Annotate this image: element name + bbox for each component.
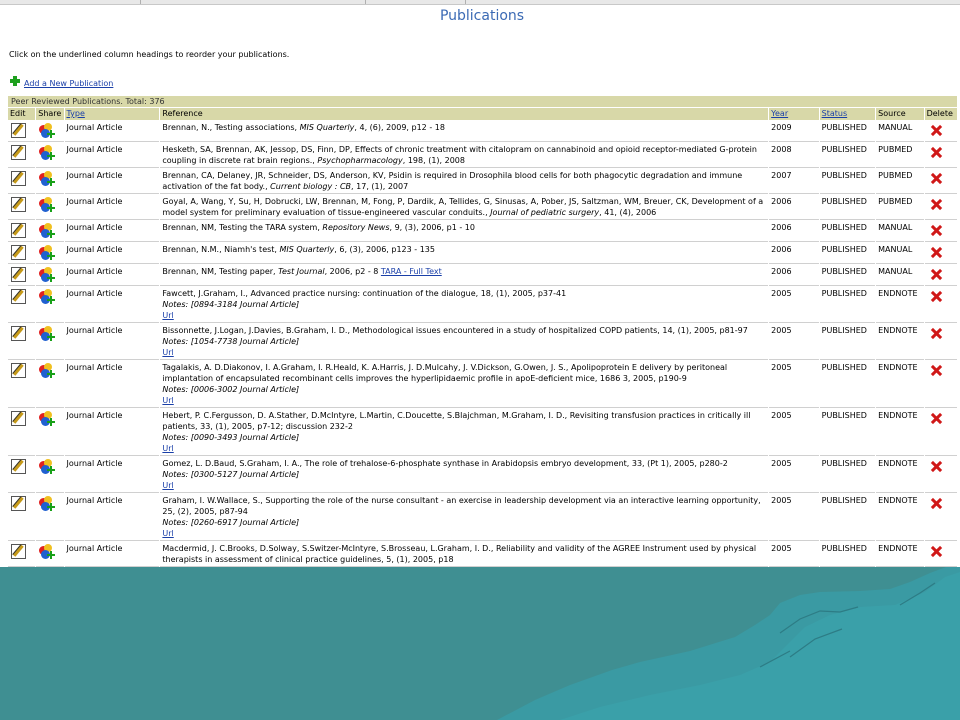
year-cell: 2006 [769,195,818,220]
reference-journal: Journal of pediatric surgery [490,208,600,217]
share-icon[interactable] [39,289,54,304]
share-icon[interactable] [39,267,54,282]
col-header-share: Share [36,108,63,120]
pencil-edit-icon[interactable] [11,459,26,474]
reference-details: , 41, (4), 2006 [599,208,657,217]
share-cell [36,494,63,541]
source-cell: ENDNOTE [876,361,923,408]
edit-cell [8,324,35,360]
type-cell: Journal Article [65,221,160,242]
reference-cell [160,121,768,142]
edit-cell [8,121,35,142]
table-row [8,287,957,323]
sort-year-link[interactable]: Year [771,109,789,118]
edit-cell [8,265,35,286]
delete-cell [925,287,957,323]
year-cell: 2009 [769,121,818,142]
year-cell: 2005 [769,457,818,493]
status-cell: PUBLISHED [820,169,876,194]
reference-authors: Macdermid, J. C.Brooks, D.Solway, S.Switzer-McIntyre, S.Brosseau, L.Graham, I. D., Reliability and validity of the AGREE Instrument used by physical therapists in assessment of clinical practice guidelines, 5, (1), 2005, p18 [162,544,757,564]
reference-url-link[interactable]: Url [162,311,174,320]
edit-cell [8,169,35,194]
reference-details: , 198, (1), 2008 [402,156,465,165]
reference-cell [160,221,768,242]
share-icon[interactable] [39,171,54,186]
share-cell [36,457,63,493]
pencil-edit-icon[interactable] [11,289,26,304]
edit-cell [8,221,35,242]
table-row [8,457,957,493]
reference-authors: Brennan, NM, Testing the TARA system, [162,223,323,232]
page-title: Publications [439,8,525,24]
red-x-delete-icon[interactable] [931,147,942,158]
col-header-type[interactable] [65,108,160,120]
table-row [8,143,957,168]
table-row [8,542,957,567]
sort-type-link[interactable]: Type [66,109,85,118]
plus-icon [10,76,20,86]
delete-cell [925,542,957,567]
delete-cell [925,195,957,220]
pencil-edit-icon[interactable] [11,245,26,260]
source-cell: ENDNOTE [876,494,923,541]
type-cell: Journal Article [65,265,160,286]
red-x-delete-icon[interactable] [931,291,942,302]
edit-cell [8,409,35,456]
red-x-delete-icon[interactable] [931,125,942,136]
share-cell [36,143,63,168]
red-x-delete-icon[interactable] [931,546,942,557]
share-cell [36,542,63,567]
share-cell [36,243,63,264]
year-cell: 2005 [769,542,818,567]
red-x-delete-icon[interactable] [931,328,942,339]
reference-notes: Notes: [0260-6917 Journal Article] [162,518,300,527]
table-row [8,121,957,142]
share-icon[interactable] [39,326,54,341]
reference-url-link[interactable]: Url [162,396,174,405]
share-cell [36,287,63,323]
col-header-reference: Reference [160,108,768,120]
share-cell [36,324,63,360]
share-icon[interactable] [39,245,54,260]
share-icon[interactable] [39,145,54,160]
reference-url-link[interactable]: Url [162,529,174,538]
table-row [8,243,957,264]
reference-url-link[interactable]: Url [162,444,174,453]
reference-cell [160,361,768,408]
red-x-delete-icon[interactable] [931,365,942,376]
reference-details: , 2006, p2 - 8 [324,267,381,276]
status-cell: PUBLISHED [820,121,876,142]
share-icon[interactable] [39,123,54,138]
reference-details: , 17, (1), 2007 [351,182,409,191]
year-cell: 2006 [769,221,818,242]
year-cell: 2008 [769,143,818,168]
year-cell: 2006 [769,265,818,286]
edit-cell [8,457,35,493]
share-icon[interactable] [39,223,54,238]
status-cell: PUBLISHED [820,265,876,286]
table-row [8,361,957,408]
reference-cell [160,169,768,194]
reference-authors: Brennan, N., Testing associations, [162,123,300,132]
edit-cell [8,361,35,408]
table-row [8,221,957,242]
table-row [8,265,957,286]
share-icon[interactable] [39,197,54,212]
share-icon[interactable] [39,496,54,511]
table-row [8,324,957,360]
status-cell: PUBLISHED [820,494,876,541]
delete-cell [925,361,957,408]
delete-cell [925,221,957,242]
summary-row [8,96,957,107]
reference-url-link[interactable]: Url [162,481,174,490]
edit-cell [8,494,35,541]
table-row [8,195,957,220]
table-header-row [8,108,957,120]
col-header-year[interactable] [769,108,818,120]
type-cell: Journal Article [65,542,160,567]
reference-authors: Brennan, N.M., Niamh's test, [162,245,280,254]
status-cell: PUBLISHED [820,361,876,408]
table-row [8,169,957,194]
type-cell: Journal Article [65,494,160,541]
delete-cell [925,169,957,194]
reference-authors: Graham, I. W.Wallace, S., Supporting the role of the nurse consultant - an exercise in leadership development via an interactive learning opportunity, 25, (2), 2005, p87-94 [162,496,761,516]
type-cell: Journal Article [65,195,160,220]
delete-cell [925,324,957,360]
type-cell: Journal Article [65,287,160,323]
type-cell: Journal Article [65,169,160,194]
share-icon[interactable] [39,544,54,559]
pencil-edit-icon[interactable] [11,326,26,341]
status-cell: PUBLISHED [820,542,876,567]
reference-cell [160,457,768,493]
delete-cell [925,265,957,286]
full-text-link[interactable]: TARA - Full Text [380,267,442,276]
source-cell: MANUAL [876,265,923,286]
pencil-edit-icon[interactable] [11,171,26,186]
slide-background-band [0,567,960,720]
pencil-edit-icon[interactable] [11,544,26,559]
type-cell: Journal Article [65,361,160,408]
reference-cell [160,243,768,264]
reference-notes: Notes: [0300-5127 Journal Article] [162,470,300,479]
source-cell: MANUAL [876,243,923,264]
instructions-text: Click on the underlined column headings to reorder your publications. [9,50,290,59]
year-cell: 2005 [769,409,818,456]
year-cell: 2005 [769,494,818,541]
red-x-delete-icon[interactable] [931,413,942,424]
type-cell: Journal Article [65,409,160,456]
share-cell [36,221,63,242]
col-header-status[interactable] [820,108,876,120]
reference-cell [160,287,768,323]
status-cell: PUBLISHED [820,287,876,323]
source-cell: ENDNOTE [876,409,923,456]
status-cell: PUBLISHED [820,324,876,360]
type-cell: Journal Article [65,457,160,493]
reference-notes: Notes: [0090-3493 Journal Article] [162,433,300,442]
status-cell: PUBLISHED [820,243,876,264]
delete-cell [925,243,957,264]
reference-cell [160,195,768,220]
reference-notes: Notes: [0894-3184 Journal Article] [162,300,300,309]
table-row [8,409,957,456]
source-cell: ENDNOTE [876,457,923,493]
year-cell: 2006 [769,243,818,264]
reference-journal: Current biology : CB [270,182,352,191]
pencil-edit-icon[interactable] [11,496,26,511]
browser-top-strip [0,0,960,5]
edit-cell [8,143,35,168]
toolbar-segment [365,0,466,4]
reference-authors: Hebert, P. C.Fergusson, D. A.Stather, D.McIntyre, L.Martin, C.Doucette, S.Blajchman, M.Graham, I. D., Revisiting transfusion practices in critically ill patients, 33, (1), 2005, p7-12; discussion 232-2 [162,411,751,431]
edit-cell [8,243,35,264]
red-x-delete-icon[interactable] [931,225,942,236]
type-cell: Journal Article [65,324,160,360]
reference-authors: Bissonnette, J.Logan, J.Davies, B.Graham, I. D., Methodological issues encountered in a study of hospitalized COPD patients, 14, (1), 2005, p81-97 [162,326,748,335]
year-cell: 2005 [769,287,818,323]
reference-cell [160,143,768,168]
reference-details: , 4, (6), 2009, p12 - 18 [354,123,445,132]
status-cell: PUBLISHED [820,143,876,168]
reference-authors: Brennan, NM, Testing paper, [162,267,279,276]
source-cell: MANUAL [876,221,923,242]
reference-cell [160,542,768,567]
reference-cell [160,324,768,360]
toolbar-segment [0,0,141,4]
col-header-source: Source [876,108,923,120]
reference-cell [160,494,768,541]
reference-authors: Hesketh, SA, Brennan, AK, Jessop, DS, Finn, DP, Effects of chronic treatment with citalopram on cannabinoid and opioid receptor-mediated G-protein coupling in discrete rat brain regions., [162,145,757,165]
reference-journal: MIS Quarterly [279,245,335,254]
red-x-delete-icon[interactable] [931,173,942,184]
pencil-edit-icon[interactable] [11,197,26,212]
add-publication-link[interactable] [10,78,113,88]
share-icon[interactable] [39,459,54,474]
share-cell [36,265,63,286]
share-cell [36,409,63,456]
red-x-delete-icon[interactable] [931,247,942,258]
source-cell: PUBMED [876,169,923,194]
edit-cell [8,287,35,323]
type-cell: Journal Article [65,243,160,264]
col-header-edit: Edit [8,108,35,120]
edit-cell [8,195,35,220]
summary-text: Peer Reviewed Publications. Total: 376 [8,96,957,107]
red-x-delete-icon[interactable] [931,269,942,280]
reference-journal: MIS Quarterly [299,123,355,132]
reference-journal: Psychopharmacology [317,156,403,165]
status-cell: PUBLISHED [820,457,876,493]
delete-cell [925,409,957,456]
share-icon[interactable] [39,363,54,378]
sort-status-link[interactable]: Status [821,109,848,118]
pencil-edit-icon[interactable] [11,411,26,426]
pencil-edit-icon[interactable] [11,123,26,138]
delete-cell [925,457,957,493]
pencil-edit-icon[interactable] [11,267,26,282]
year-cell: 2007 [769,169,818,194]
reference-details: , 6, (3), 2006, p123 - 135 [334,245,435,254]
source-cell: MANUAL [876,121,923,142]
status-cell: PUBLISHED [820,409,876,456]
delete-cell [925,143,957,168]
reference-authors: Fawcett, J.Graham, I., Advanced practice nursing: continuation of the dialogue, 18, (1), 2005, p37-41 [162,289,567,298]
reference-journal: Test Journal [278,267,325,276]
share-icon[interactable] [39,411,54,426]
delete-cell [925,121,957,142]
year-cell: 2005 [769,361,818,408]
status-cell: PUBLISHED [820,195,876,220]
red-x-delete-icon[interactable] [931,498,942,509]
type-cell: Journal Article [65,121,160,142]
source-cell: ENDNOTE [876,324,923,360]
source-cell: PUBMED [876,143,923,168]
share-cell [36,361,63,408]
delete-cell [925,494,957,541]
status-cell: PUBLISHED [820,221,876,242]
mountain-graphic [0,567,960,720]
col-header-delete: Delete [925,108,957,120]
red-x-delete-icon[interactable] [931,199,942,210]
toolbar-segment [140,0,366,4]
table-row [8,494,957,541]
share-cell [36,195,63,220]
reference-details: , 9, (3), 2006, p1 - 10 [389,223,475,232]
edit-cell [8,542,35,567]
source-cell: PUBMED [876,195,923,220]
pencil-edit-icon[interactable] [11,223,26,238]
reference-authors: Gomez, L. D.Baud, S.Graham, I. A., The role of trehalose-6-phosphate synthase in Arabidopsis embryo development, 33, (Pt 1), 2005, p280-2 [162,459,728,468]
pencil-edit-icon[interactable] [11,145,26,160]
reference-authors: Brennan, CA, Delaney, JR, Schneider, DS, Anderson, KV, Psidin is required in Drosophila blood cells for both phagocytic degradation and immune activation of the fat body., [162,171,743,191]
share-cell [36,121,63,142]
reference-notes: Notes: [1054-7738 Journal Article] [162,337,300,346]
publications-table [7,95,958,568]
reference-cell [160,409,768,456]
share-cell [36,169,63,194]
type-cell: Journal Article [65,143,160,168]
add-publication-label[interactable]: Add a New Publication [24,79,114,88]
reference-cell [160,265,768,286]
reference-authors: Goyal, A, Wang, Y, Su, H, Dobrucki, LW, Brennan, M, Fong, P, Dardik, A, Tellides, G, Sinusas, A, Pober, JS, Saltzman, WM, Breuer, CK, Development of a model system for preliminary evaluation of tissue-engineered vascular conduits., [162,197,764,217]
reference-journal: Repository News [322,223,390,232]
reference-notes: Notes: [0006-3002 Journal Article] [162,385,300,394]
source-cell: ENDNOTE [876,287,923,323]
year-cell: 2005 [769,324,818,360]
reference-authors: Tagalakis, A. D.Diakonov, I. A.Graham, I. R.Heald, K. A.Harris, J. D.Mulcahy, J. V.Dickson, G.Owen, J. S., Apolipoprotein E delivery by peritoneal implantation of encapsulated recombinant cells improves the hyperlipidaemic profile in apoE-deficient mice, 1686 3, 2005, p190-9 [162,363,728,383]
pencil-edit-icon[interactable] [11,363,26,378]
reference-url-link[interactable]: Url [162,348,174,357]
source-cell: ENDNOTE [876,542,923,567]
red-x-delete-icon[interactable] [931,461,942,472]
